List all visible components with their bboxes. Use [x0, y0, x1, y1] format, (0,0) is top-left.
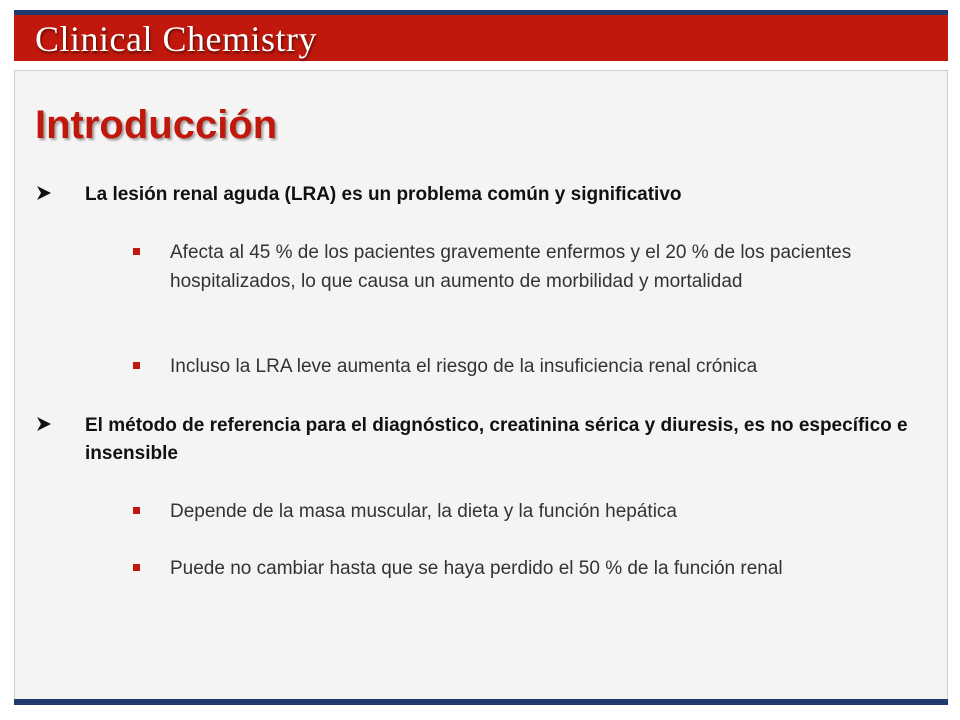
- sub-bullet-text: Afecta al 45 % de los pacientes gravemente enfermos y el 20 % de los pacientes hospitalizados, lo que causa un aumento de morbilidad y mortalidad: [170, 242, 852, 292]
- square-bullet-icon: [133, 564, 140, 571]
- arrow-bullet-icon: [36, 416, 52, 432]
- sub-bullet-item: [133, 554, 923, 583]
- bullet-item: [36, 181, 936, 209]
- bullet-text: El método de referencia para el diagnóstico, creatinina sérica y diuresis, es no específico e insensible: [85, 415, 908, 464]
- slide-title: Introducción: [35, 103, 278, 147]
- footer-rule: [14, 699, 948, 705]
- header-banner: [14, 15, 948, 61]
- sub-bullet-text: Puede no cambiar hasta que se haya perdido el 50 % de la función renal: [170, 558, 783, 579]
- content-panel: [14, 70, 948, 700]
- sub-bullet-item: [133, 497, 923, 526]
- sub-bullet-text: Depende de la masa muscular, la dieta y la función hepática: [170, 501, 677, 522]
- bullet-text: La lesión renal aguda (LRA) es un problema común y significativo: [85, 184, 682, 205]
- sub-bullet-text: Incluso la LRA leve aumenta el riesgo de la insuficiencia renal crónica: [170, 356, 758, 377]
- sub-bullet-item: [133, 352, 923, 381]
- square-bullet-icon: [133, 248, 140, 255]
- header-title: Clinical Chemistry: [35, 19, 317, 59]
- bullet-item: [36, 412, 936, 468]
- square-bullet-icon: [133, 362, 140, 369]
- square-bullet-icon: [133, 507, 140, 514]
- arrow-bullet-icon: [36, 185, 52, 201]
- sub-bullet-item: [133, 238, 923, 296]
